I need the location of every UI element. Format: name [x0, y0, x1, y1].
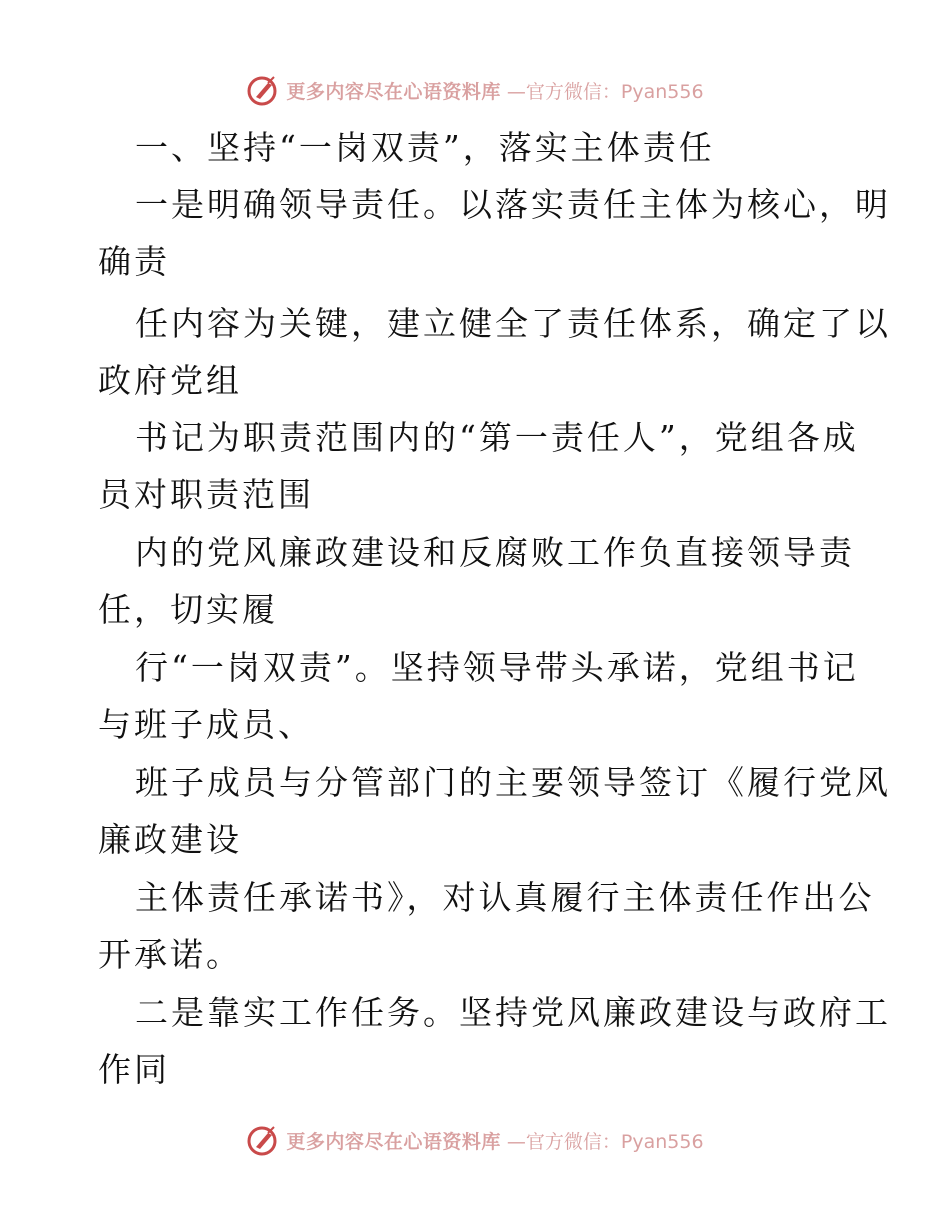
text-line: 一、坚持“一岗双责”，落实主体责任	[135, 128, 715, 167]
pen-logo-icon	[246, 73, 280, 107]
text-line: 开承诺。	[98, 935, 242, 974]
text-line: 廉政建设	[98, 820, 242, 859]
header-brand-text: 更多内容尽在心语资料库	[286, 80, 501, 103]
text-line: 员对职责范围	[98, 475, 314, 514]
text-line: 一是明确领导责任。以落实责任主体为核心，明	[135, 185, 891, 224]
text-line: 任，切实履	[98, 590, 278, 629]
text-line: 班子成员与分管部门的主要领导签订《履行党风	[135, 763, 891, 802]
text-line: 政府党组	[98, 361, 242, 400]
text-line: 任内容为关键，建立健全了责任体系，确定了以	[135, 304, 891, 343]
pen-logo-icon	[246, 1123, 280, 1157]
header-watermark	[0, 70, 950, 110]
text-line: 确责	[98, 242, 170, 281]
text-line: 二是靠实工作任务。坚持党风廉政建设与政府工	[135, 993, 891, 1032]
footer-watermark	[0, 1120, 950, 1160]
footer-contact-text: —官方微信：Pyan556	[506, 1130, 704, 1153]
text-line: 书记为职责范围内的“第一责任人”，党组各成	[135, 418, 859, 457]
header-contact-text: —官方微信：Pyan556	[506, 80, 704, 103]
text-line: 行“一岗双责”。坚持领导带头承诺，党组书记	[135, 648, 859, 687]
text-line: 主体责任承诺书》，对认真履行主体责任作出公	[135, 878, 875, 917]
text-line: 作同	[98, 1050, 170, 1089]
text-line: 内的党风廉政建设和反腐败工作负直接领导责	[135, 533, 855, 572]
text-line: 与班子成员、	[98, 705, 314, 744]
footer-brand-text: 更多内容尽在心语资料库	[286, 1130, 501, 1153]
